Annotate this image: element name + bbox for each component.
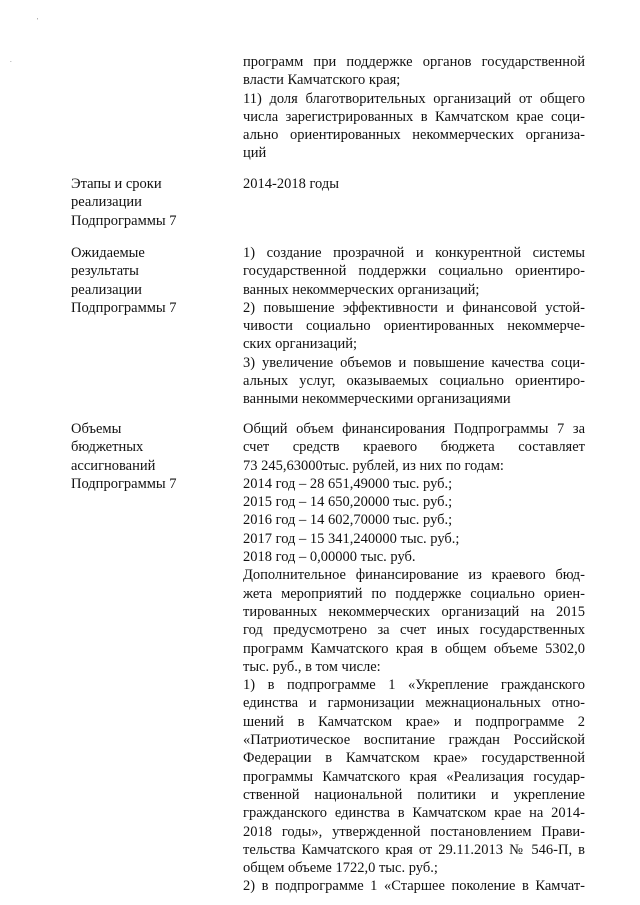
text-line: жета мероприятий по поддержке социально ориен- — [243, 585, 585, 602]
text-line: 2018 год – 0,00000 тыс. руб. — [243, 549, 416, 566]
text-line: Федерации в Камчатском крае» государственной — [243, 750, 585, 767]
text-line: 2014-2018 годы — [243, 176, 339, 192]
label-line: реализации — [71, 281, 142, 298]
stages-label — [71, 175, 221, 230]
text-line: 1) в подпрограмме 1 «Укрепление гражданского — [243, 677, 585, 694]
text-line: ванными некоммерческими организациями — [243, 391, 511, 408]
text-line: счет средств краевого бюджета составляет — [243, 439, 585, 456]
results-label — [71, 244, 221, 317]
label-line: Подпрограммы 7 — [71, 299, 177, 316]
text-line: 2018 годы», утвержденной постановлением Прави- — [243, 823, 585, 840]
text-line: программ при поддержке органов государственной — [243, 54, 585, 70]
text-line: общем объеме 1722,0 тыс. руб.; — [243, 860, 438, 877]
label-line: ассигнований — [71, 457, 156, 474]
text-line: чивости социально ориентированных некоммерче- — [243, 318, 585, 335]
text-line: «Патриотическое воспитание граждан Российской — [243, 732, 585, 749]
scan-mark: ' — [37, 17, 39, 25]
text-line: 2015 год – 14 650,20000 тыс. руб.; — [243, 494, 453, 511]
label-line: результаты — [71, 263, 139, 280]
text-line: ственной национальной политики и укрепление — [243, 786, 585, 803]
text-line: числа зарегистрированных в Камчатском крае соци- — [243, 108, 585, 125]
text-line: 2) в подпрограмме 1 «Старшее поколение в Камчат- — [243, 878, 585, 895]
text-line: тельства Камчатского края от 29.11.2013 № 546-П, в — [243, 841, 585, 858]
text-line: 1) создание прозрачной и конкурентной системы — [243, 245, 585, 261]
text-line: Общий объем финансирования Подпрограммы 7 за — [243, 421, 585, 437]
label-line: Подпрограммы 7 — [71, 475, 177, 492]
text-line: ций — [243, 145, 267, 162]
text-line: 3) увеличение объемов и повышение качества соци- — [243, 354, 585, 371]
text-line: 2) повышение эффективности и финансовой устой- — [243, 299, 585, 316]
text-line: Дополнительное финансирование из краевого бюд- — [243, 567, 585, 584]
funding-text — [243, 420, 585, 896]
text-line: альных услуг, оказываемых социально ориентиро- — [243, 373, 585, 390]
label-line: Объемы — [71, 421, 122, 437]
text-line: тированных некоммерческих организаций на 2015 — [243, 603, 585, 620]
text-line: шений в Камчатском крае» и подпрограмме 2 — [243, 713, 585, 730]
text-line: 73 245,63000тыс. рублей, из них по годам: — [243, 457, 504, 474]
text-line: гражданского единства в Камчатском крае на 2014- — [243, 805, 585, 822]
text-line: программы Камчатского края «Реализация государ- — [243, 768, 585, 785]
scan-mark: . — [10, 56, 12, 64]
text-line: ских организаций; — [243, 336, 357, 353]
top-continuation-text — [243, 53, 585, 163]
text-line: программ Камчатского края в общем объеме 5302,0 — [243, 640, 585, 657]
label-line: Ожидаемые — [71, 245, 145, 261]
label-line: Этапы и сроки — [71, 176, 162, 192]
label-line: бюджетных — [71, 439, 144, 456]
text-line: 2017 год – 15 341,240000 тыс. руб.; — [243, 530, 460, 547]
results-text — [243, 244, 585, 409]
text-line: ванных некоммерческих организаций; — [243, 281, 480, 298]
text-line: единства и гармонизации межнациональных отно- — [243, 695, 585, 712]
text-line: год предусмотрено за счет иных государственных — [243, 622, 585, 639]
funding-label — [71, 420, 221, 493]
stages-value — [243, 175, 585, 193]
text-line: 2016 год – 14 602,70000 тыс. руб.; — [243, 512, 453, 529]
text-line: 2014 год – 28 651,49000 тыс. руб.; — [243, 475, 453, 492]
label-line: Подпрограммы 7 — [71, 212, 177, 229]
text-line: 11) доля благотворительных организаций от общего — [243, 90, 585, 107]
label-line: реализации — [71, 194, 142, 211]
text-line: государственной поддержки социально ориентиро- — [243, 263, 585, 280]
text-line: тыс. руб., в том числе: — [243, 658, 381, 675]
text-line: ально ориентированных некоммерческих организа- — [243, 127, 585, 144]
text-line: власти Камчатского края; — [243, 72, 401, 89]
